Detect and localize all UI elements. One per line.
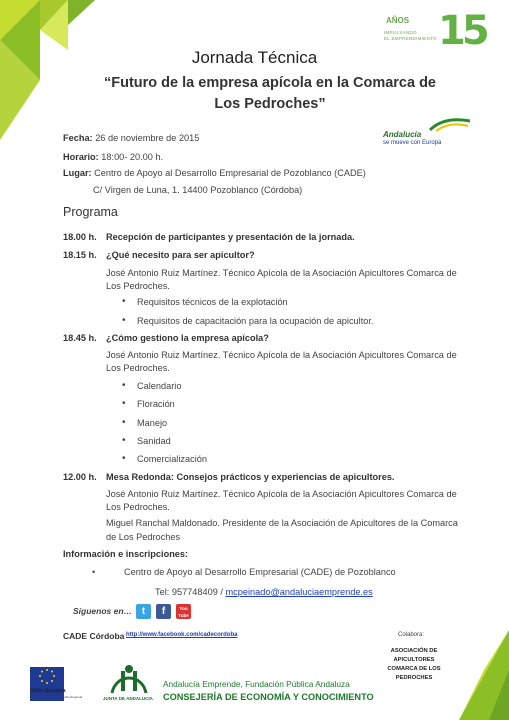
item3-title: ¿Cómo gestiono la empresa apícola?	[106, 333, 269, 343]
item2-time: 18.15 h.	[63, 250, 97, 260]
inscripciones-title: Información e inscripciones:	[63, 549, 189, 559]
page-subtitle: “Futuro de la empresa apícola en la Comarca de Los Pedroches”	[104, 75, 436, 112]
asociacion-name: ASOCIACIÓN DE APICULTORES COMARCA DE LOS PEDROCHES	[387, 648, 441, 681]
horario-line	[63, 152, 163, 162]
item4-title: Mesa Redonda: Consejos prácticos y experiencias de apicultores.	[106, 472, 395, 482]
bullet-text: Calendario	[137, 381, 182, 391]
andalucia-logo-name: Andalucía	[383, 130, 422, 139]
decorative-triangles-top-left	[0, 0, 110, 140]
eu-name: Unión Europea	[30, 688, 66, 694]
item3-bullet	[122, 417, 168, 428]
bullet-dot-icon: •	[122, 398, 126, 409]
colabora-label: Colabora:	[398, 632, 425, 638]
email-link[interactable]: mcpeinado@andaluciaemprende.es	[225, 587, 373, 597]
bullet-text: Requisitos técnicos de la explotación	[137, 297, 288, 307]
bullet-dot-icon: •	[122, 315, 126, 326]
horario-label: Horario:	[63, 152, 99, 162]
bullet-dot-icon: •	[122, 435, 126, 446]
item1-title: Recepción de participantes y presentación de la jornada.	[106, 232, 355, 242]
fecha-label: Fecha:	[63, 133, 93, 143]
lugar-value: Centro de Apoyo al Desarrollo Empresarial de Pozoblanco (CADE)	[94, 168, 366, 178]
bullet-text: Requisitos de capacitación para la ocupación de apicultor.	[137, 316, 374, 326]
item4-speaker1-line2: Los Pedroches.	[106, 502, 170, 512]
consejeria-name: CONSEJERÍA DE ECONOMÍA Y CONOCIMIENTO	[163, 692, 374, 702]
bullet-text: Comercialización	[137, 454, 207, 464]
logo-number: 15	[438, 8, 486, 54]
junta-andalucia-emblem-icon	[106, 663, 152, 697]
item3-bullet	[122, 453, 207, 464]
item2-bullet	[122, 315, 374, 326]
item3-speaker-line2: Los Pedroches.	[106, 363, 170, 373]
item2-title: ¿Qué necesito para ser apicultor?	[106, 250, 255, 260]
bullet-text: Floración	[137, 399, 175, 409]
page-title: Jornada Técnica	[191, 48, 318, 67]
fecha-value: 26 de noviembre de 2015	[95, 133, 200, 143]
item3-bullet	[122, 380, 182, 391]
item2-bullet	[122, 296, 288, 307]
youtube-icon[interactable]: You Tube	[176, 604, 191, 619]
bullet-dot-icon: •	[122, 296, 126, 307]
item4-speaker2-line2: de Los Pedroches	[106, 532, 181, 542]
item1-time: 18.00 h.	[63, 232, 97, 242]
direccion: C/ Virgen de Luna, 1. 14400 Pozoblanco (Córdoba)	[93, 185, 303, 195]
item2-speaker-line2: Los Pedroches.	[106, 281, 170, 291]
bullet-text: Manejo	[137, 418, 168, 428]
item4-speaker1-line1: José Antonio Ruiz Martínez. Técnico Apícola de la Asociación Apicultores Comarca de	[106, 489, 457, 499]
item3-bullet	[122, 398, 175, 409]
inscripciones-centro: Centro de Apoyo al Desarrollo Empresarial (CADE) de Pozoblanco	[124, 567, 396, 577]
facebook-link[interactable]: http://www.facebook.com/cadecordoba	[126, 632, 238, 638]
bullet-dot-icon: •	[122, 417, 126, 428]
bullet-text: Sanidad	[137, 436, 171, 446]
logo-anos: AÑOS	[386, 16, 410, 25]
lugar-line	[63, 168, 366, 178]
telephone: Tel: 957748409 /	[155, 587, 226, 597]
item3-time: 18.45 h.	[63, 333, 97, 343]
andalucia-logo-slogan: se mueve con Europa	[383, 140, 442, 146]
item2-speaker-line1: José Antonio Ruiz Martínez. Técnico Apícola de la Asociación Apicultores Comarca de	[106, 268, 457, 278]
item3-speaker-line1: José Antonio Ruiz Martínez. Técnico Apícola de la Asociación Apicultores Comarca de	[106, 350, 457, 360]
contact-line	[155, 587, 373, 597]
cade-label: CADE Córdoba	[63, 631, 125, 641]
item4-speaker2-line1: Miguel Ranchal Maldonado. Presidente de la Asociación de Apicultores de la Comarca	[106, 518, 458, 528]
social-label: Síguenos en…	[73, 606, 133, 616]
logo-tagline	[384, 30, 437, 42]
logo-emprendimiento: EL EMPRENDIMIENTO	[384, 36, 437, 41]
eu-stars-icon	[30, 667, 64, 687]
fecha-line	[63, 133, 199, 143]
inscripciones-bullet-icon: •	[92, 567, 96, 577]
andalucia-europa-logo	[380, 118, 475, 154]
programa-heading: Programa	[63, 205, 118, 219]
andalucia-emprende-name: Andalucía Emprende, Fundación Pública Andaluza	[163, 679, 350, 689]
twitter-icon[interactable]: t	[136, 604, 151, 619]
item3-bullet	[122, 435, 171, 446]
bullet-dot-icon: •	[122, 453, 126, 464]
bullet-dot-icon: •	[122, 380, 126, 391]
logo-impulsando: IMPULSANDO	[384, 30, 417, 35]
eu-fund: Fondo Europeo de Desarrollo Regional	[30, 695, 83, 699]
horario-value: 18:00- 20.00 h.	[101, 152, 164, 162]
item4-time: 12.00 h.	[63, 472, 97, 482]
facebook-icon[interactable]: f	[156, 604, 171, 619]
lugar-label: Lugar:	[63, 168, 92, 178]
andalucia-logo-mark	[428, 118, 472, 132]
junta-name: JUNTA DE ANDALUCIA	[103, 696, 153, 701]
